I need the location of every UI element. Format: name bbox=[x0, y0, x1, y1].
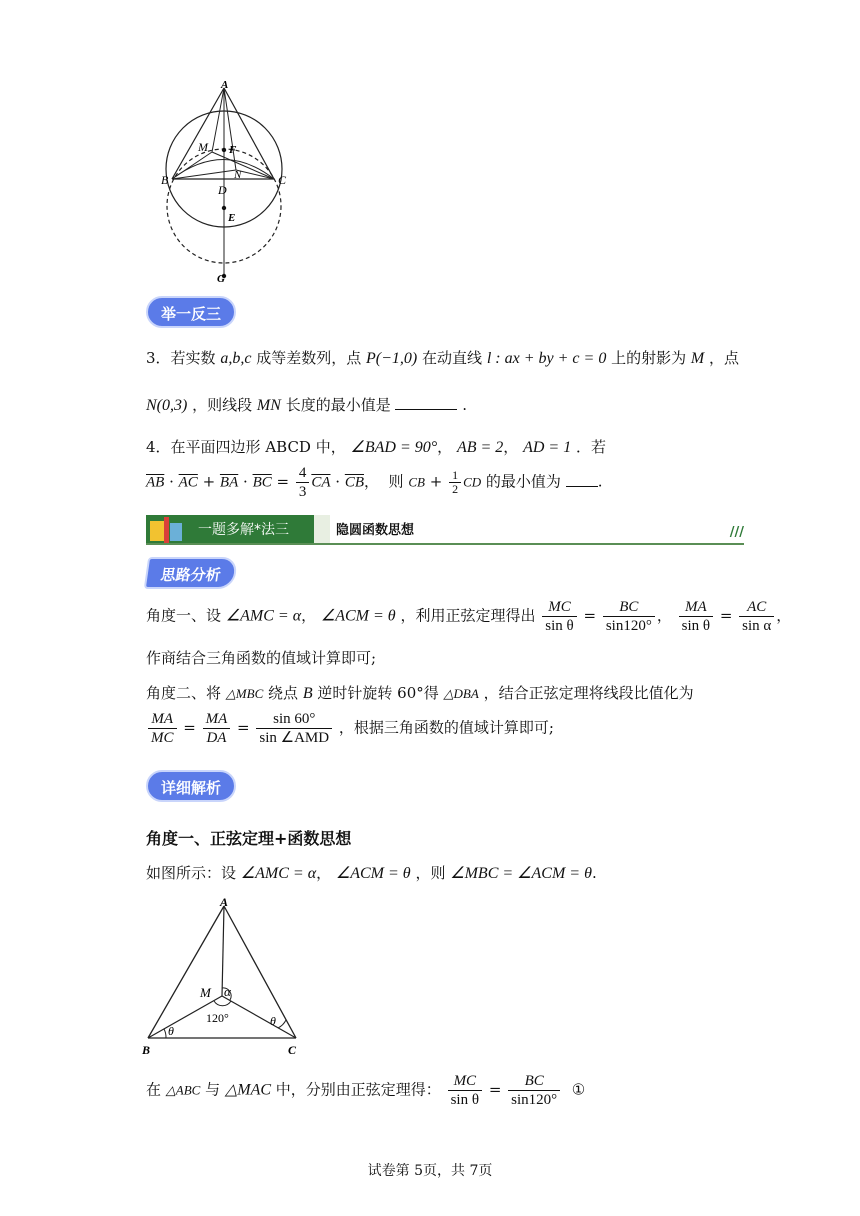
badge-slfx: 思路分析 bbox=[144, 557, 238, 589]
figure-triangle bbox=[140, 894, 310, 1056]
banner-slashes: /// bbox=[729, 525, 744, 540]
badge-jyfs: 举一反三 bbox=[146, 296, 236, 328]
banner-icon bbox=[150, 517, 184, 543]
answer-blank-2 bbox=[566, 472, 598, 487]
fig2-label-m: M bbox=[200, 985, 211, 1000]
fig2-label-a: A bbox=[220, 895, 229, 909]
banner-left-text: 一题多解*法三 bbox=[198, 522, 289, 538]
banner-right-text: 隐圆函数思想 bbox=[336, 523, 415, 538]
analysis-line4: $\frac{MA}{MC}$ = $\frac{MA}{DA}$ = $\frac{\sin 60^\circ}{\text{sin ∠AMD}}$ ，根据三角函数的值域计算即可; bbox=[146, 710, 554, 747]
analysis-line3: 角度二、将 △MBC 绕点 B 逆时针旋转 60°得 △DBA ，结合正弦定理将线段比值化为 bbox=[146, 684, 694, 702]
q3-line2: N(0,3) ，则线段 MN 长度的最小值是 . bbox=[146, 396, 468, 414]
answer-blank bbox=[395, 395, 457, 410]
fig2-label-c: C bbox=[288, 1043, 297, 1056]
fig1-label-m: M bbox=[198, 140, 208, 154]
fig1-label-n: N bbox=[234, 169, 242, 181]
badge-xxjx: 详细解析 bbox=[146, 770, 236, 802]
fig2-label-theta1: θ bbox=[168, 1024, 174, 1038]
q4-line2: $\overline{AB} \cdot \overline{AC} + \overline{BA} \cdot \overline{BC}$ = $\frac{4}{3}$ $\overline{CA} \cdot \overline{CB}$， 则 CB + $\frac{1}{2}$ CD 的最小值为 . bbox=[146, 465, 603, 500]
page-footer: 试卷第 5页，共 7页 bbox=[367, 1163, 493, 1179]
figure-circles bbox=[150, 78, 300, 288]
section-title: 角度一、正弦定理+函数思想 bbox=[146, 829, 352, 848]
fig1-label-e: E bbox=[228, 212, 236, 224]
detail-line2: 在 △ABC 与 △MAC 中，分别由正弦定理得： $\frac{MC}{\text{sin θ}}$ = $\frac{BC}{\sin 120^\circ}$ ① bbox=[146, 1073, 586, 1108]
detail-line1: 如图所示：设 ∠AMC = α， ∠ACM = θ ，则 ∠MBC = ∠ACM = θ. bbox=[146, 864, 597, 882]
q4-line1: 4．在平面四边形 ABCD 中， ∠BAD = 90°， AB = 2， AD = 1 ．若 bbox=[146, 438, 606, 456]
q3-line1: 3．若实数 a,b,c 成等差数列，点 P(−1,0) 在动直线 l : ax + by + c = 0 上的射影为 M ，点 bbox=[146, 349, 740, 367]
fig2-label-b: B bbox=[142, 1043, 151, 1056]
fig1-label-d: D bbox=[218, 183, 227, 197]
fig2-label-alpha: α bbox=[224, 984, 231, 999]
fig2-label-theta2: θ bbox=[270, 1014, 276, 1028]
analysis-line2: 作商结合三角函数的值域计算即可; bbox=[146, 649, 377, 667]
fig1-label-f: F bbox=[229, 144, 237, 156]
fig1-label-a: A bbox=[221, 79, 229, 91]
method-banner bbox=[146, 515, 744, 545]
fig2-label-120: 120° bbox=[206, 1011, 229, 1025]
fig1-label-b: B bbox=[161, 173, 169, 187]
analysis-line1: 角度一、设 ∠AMC = α， ∠ACM = θ ，利用正弦定理得出 $\frac{MC}{\text{sin θ}}$ = $\frac{BC}{\sin 120^\circ}$ ， $\frac{MA}{\text{sin θ}}$ = $\frac{AC}{\text{sin α}}$ ， bbox=[146, 599, 792, 634]
fig1-label-c: C bbox=[278, 173, 287, 187]
fig1-label-g: G bbox=[217, 273, 225, 285]
